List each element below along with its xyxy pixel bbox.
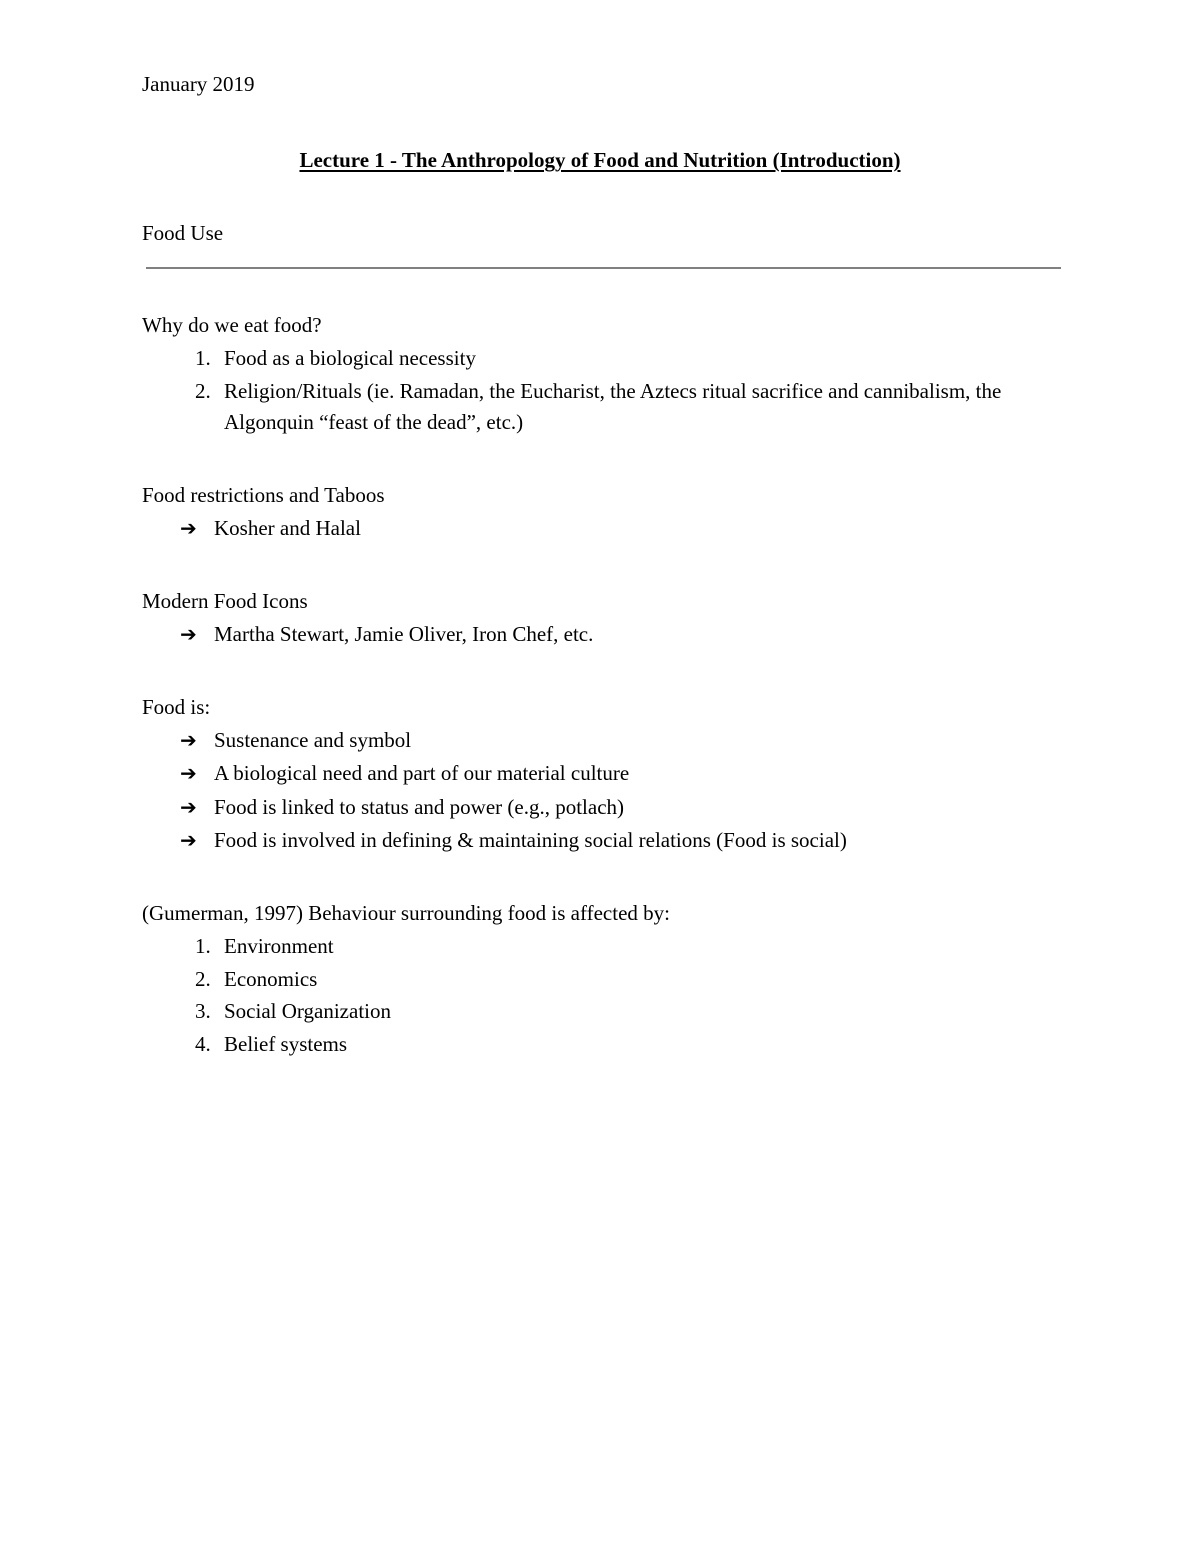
arrow-bullet-icon: ➔ xyxy=(180,727,197,752)
list-item: 3. Social Organization xyxy=(216,996,1060,1028)
list-item xyxy=(180,792,1060,824)
page-title xyxy=(140,146,1060,174)
list-item xyxy=(180,513,1060,545)
list-item-label: A biological need and part of our material culture xyxy=(214,761,630,786)
list-item xyxy=(180,619,1060,651)
heading-modern-food-icons: Modern Food Icons xyxy=(142,588,308,613)
list-food-restrictions-and-taboos xyxy=(140,513,1060,545)
arrow-bullet-icon: ➔ xyxy=(180,794,197,819)
list-item: 1. Food as a biological necessity xyxy=(216,343,1060,375)
list-gumerman-factors xyxy=(140,931,1060,1060)
list-item: 2. Religion/Rituals (ie. Ramadan, the Eucharist, the Aztecs ritual sacrifice and cannibalism, the Algonquin “feast of the dead”, etc.) xyxy=(216,376,1060,439)
horizontal-divider xyxy=(146,267,1061,269)
list-item: 2. Economics xyxy=(216,964,1060,996)
list-item-label: Food is linked to status and power (e.g., potlach) xyxy=(214,794,625,819)
list-item xyxy=(180,825,1060,857)
list-food-is xyxy=(140,725,1060,857)
list-item: 4. Belief systems xyxy=(216,1029,1060,1061)
list-why-do-we-eat-food xyxy=(140,343,1060,439)
list-item: 1. Environment xyxy=(216,931,1060,963)
list-item xyxy=(180,758,1060,790)
section-heading-food-use: Food Use xyxy=(142,220,224,245)
arrow-bullet-icon: ➔ xyxy=(180,761,197,786)
list-item-label: Martha Stewart, Jamie Oliver, Iron Chef, etc. xyxy=(214,622,594,647)
arrow-bullet-icon: ➔ xyxy=(180,516,197,541)
heading-why-do-we-eat-food: Why do we eat food? xyxy=(142,313,322,338)
heading-gumerman-behaviour: (Gumerman, 1997) Behaviour surrounding food is affected by: xyxy=(142,900,670,925)
arrow-bullet-icon: ➔ xyxy=(180,828,197,853)
arrow-bullet-icon: ➔ xyxy=(180,622,197,647)
list-item-label: Kosher and Halal xyxy=(214,516,361,541)
document-date: January 2019 xyxy=(142,72,255,96)
list-modern-food-icons xyxy=(140,619,1060,651)
list-item-label: Sustenance and symbol xyxy=(214,727,412,752)
heading-food-is: Food is: xyxy=(142,694,211,719)
list-item xyxy=(180,725,1060,757)
page-title-text: Lecture 1 - The Anthropology of Food and Nutrition (Introduction) xyxy=(299,148,901,173)
heading-food-restrictions-and-taboos: Food restrictions and Taboos xyxy=(142,482,385,507)
list-item-label: Food is involved in defining & maintaining social relations (Food is social) xyxy=(214,828,847,853)
